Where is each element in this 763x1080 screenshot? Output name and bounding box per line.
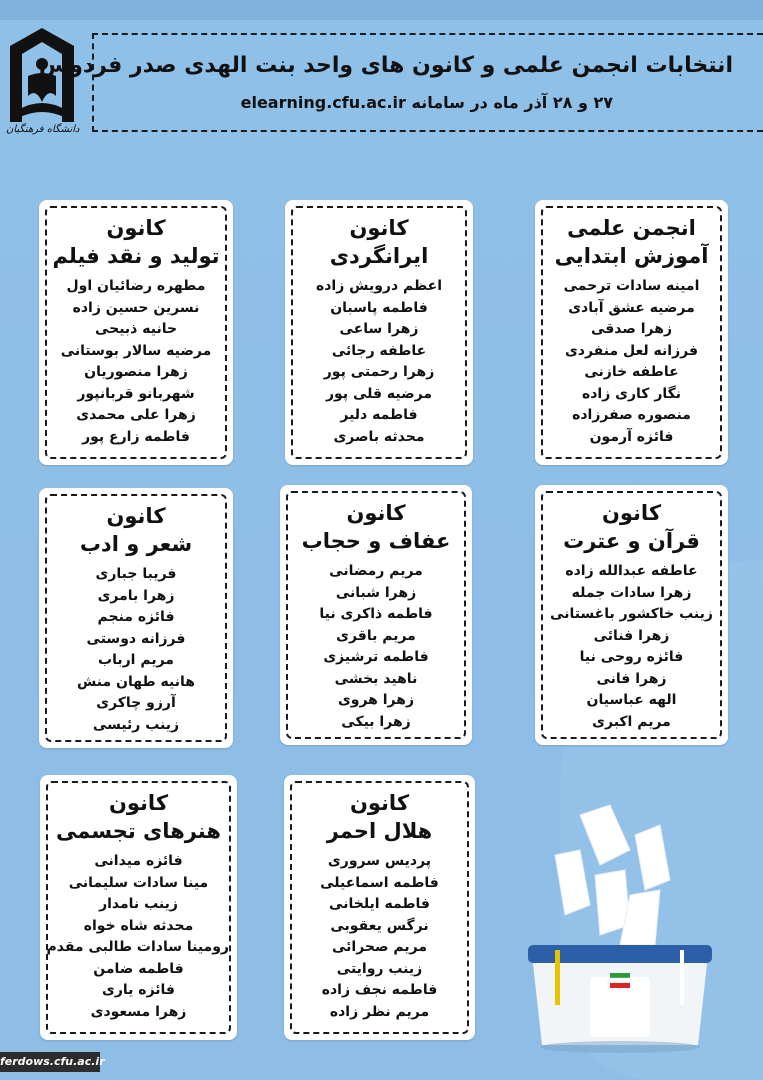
- ballot-box-icon: [520, 795, 720, 1065]
- candidate-name: زهرا سادات جمله: [571, 584, 692, 601]
- candidate-name: زهرا بیکی: [341, 713, 411, 730]
- card-dashed-frame: [45, 494, 227, 742]
- candidate-list: [47, 276, 225, 448]
- logo-caption: دانشگاه فرهنگیان: [6, 124, 80, 135]
- candidate-name: اعظم درویش زاده: [315, 278, 443, 294]
- candidate-name: نگار کاری زاده: [581, 385, 682, 402]
- candidate-list: [288, 561, 464, 733]
- candidate-name: فاطمه پاسبان: [330, 299, 428, 316]
- candidate-name: محدثه شاه خواه: [83, 917, 194, 934]
- candidate-name: زینب خاکشور باغستانی: [550, 606, 713, 622]
- candidate-list: [543, 561, 720, 733]
- candidate-name: مرضیه عشق آبادی: [568, 299, 695, 316]
- candidate-name: فاطمه اسماعیلی: [320, 874, 439, 891]
- candidate-list: [47, 564, 225, 736]
- card-dashed-frame: [541, 491, 722, 739]
- candidate-card: [280, 485, 472, 745]
- card-dashed-frame: [46, 781, 231, 1034]
- candidate-name: زهرا بامری: [97, 587, 175, 604]
- card-title-line2: هلال احمر: [326, 819, 433, 843]
- candidate-name: زهرا هروی: [337, 692, 415, 708]
- candidate-name: پردیس سروری: [327, 853, 432, 869]
- candidate-name: مریم رمضانی: [329, 563, 423, 579]
- candidate-name: رومینا سادات طالبی مقدم: [46, 939, 229, 955]
- candidate-name: فائزه منجم: [97, 609, 175, 625]
- card-title-line2: عفاف و حجاب: [301, 529, 451, 553]
- candidate-name: حانیه ذبیحی: [94, 321, 178, 337]
- card-title-line1: کانون: [346, 501, 406, 525]
- card-title-line1: کانون: [601, 501, 662, 525]
- candidate-name: فرزانه لعل منفردی: [564, 342, 699, 359]
- card-title-line1: کانون: [349, 791, 410, 815]
- page-title: انتخابات انجمن علمی و کانون های واحد بنت الهدی صدر فردوس: [38, 53, 733, 78]
- card-dashed-frame: [541, 206, 722, 459]
- candidate-name: الهه عباسیان: [586, 692, 677, 708]
- candidate-list: [48, 851, 229, 1023]
- card-title-line1: کانون: [108, 791, 169, 815]
- card-title-line1: کانون: [106, 216, 166, 240]
- candidate-name: فاطمه ایلخانی: [329, 896, 430, 912]
- top-strip: [0, 0, 763, 20]
- card-dashed-frame: [286, 491, 466, 739]
- candidate-name: زهرا فانی: [596, 670, 667, 687]
- candidate-name: مریم ارباب: [98, 652, 174, 668]
- candidate-name: مرضیه سالار بوستانی: [60, 342, 212, 359]
- candidate-name: فائزه یاری: [102, 982, 175, 998]
- card-dashed-frame: [45, 206, 227, 459]
- candidate-name: فاطمه ترشیزی: [323, 649, 429, 665]
- candidate-name: فاطمه ذاکری نیا: [319, 606, 433, 622]
- candidate-card: [40, 775, 237, 1040]
- candidate-name: محدثه باصری: [333, 428, 425, 445]
- candidate-name: هانیه طهان منش: [77, 673, 195, 690]
- candidate-name: مریم صحرائی: [331, 939, 428, 955]
- candidate-name: ناهید بخشی: [334, 670, 418, 687]
- candidate-name: فائزه میدانی: [94, 853, 183, 869]
- candidate-name: نسرین حسین زاده: [72, 299, 200, 316]
- candidate-name: فائزه آرمون: [589, 428, 674, 445]
- candidate-name: زهرا علی محمدی: [76, 407, 196, 423]
- candidate-name: مریم باقری: [336, 627, 416, 644]
- card-dashed-frame: [290, 781, 469, 1034]
- candidate-name: فرزانه دوستی: [86, 630, 186, 647]
- header-banner: [38, 33, 763, 132]
- card-dashed-frame: [291, 206, 467, 459]
- page-subtitle: ۲۷ و ۲۸ آذر ماه در سامانه elearning.cfu.ac.ir: [240, 93, 613, 112]
- card-title-line2: تولید و نقد فیلم: [52, 244, 220, 268]
- card-title-line2: قرآن و عترت: [563, 529, 700, 553]
- candidate-name: فاطمه نجف زاده: [321, 982, 438, 998]
- candidate-card: [39, 488, 233, 748]
- candidate-list: [292, 851, 467, 1023]
- candidate-card: [535, 485, 728, 745]
- candidate-list: [293, 276, 465, 448]
- candidate-name: نرگس یعقوبی: [330, 917, 429, 934]
- card-title-line1: انجمن علمی: [567, 216, 696, 240]
- candidate-name: مطهره رضائیان اول: [66, 278, 206, 294]
- candidate-name: زهرا منصوریان: [84, 364, 188, 380]
- candidate-name: زینب رئیسی: [92, 716, 180, 733]
- candidate-list: [543, 276, 720, 448]
- candidate-card: [39, 200, 233, 465]
- card-title-line1: کانون: [349, 216, 409, 240]
- website-watermark: ferdows.cfu.ac.ir: [0, 1052, 100, 1072]
- candidate-name: عاطفه خازنی: [584, 364, 679, 380]
- candidate-name: زهرا فنائی: [593, 627, 670, 644]
- candidate-name: فائزه روحی نیا: [579, 649, 684, 665]
- candidate-name: عاطفه رجائی: [331, 342, 427, 359]
- candidate-name: زهرا صدقی: [590, 321, 673, 337]
- candidate-name: مریم نظر زاده: [329, 1003, 430, 1020]
- candidate-name: فاطمه زارع پور: [82, 428, 190, 445]
- candidate-name: منصوره صفرزاده: [572, 407, 691, 423]
- candidate-name: شهربانو قربانپور: [77, 385, 195, 402]
- candidate-name: مریم اکبری: [592, 713, 671, 730]
- candidate-name: زهرا ساعی: [339, 321, 419, 337]
- candidate-card: [284, 775, 475, 1040]
- candidate-name: زهرا رحمتی پور: [323, 364, 435, 380]
- candidate-name: عاطفه عبدالله زاده: [565, 563, 698, 579]
- candidate-card: [285, 200, 473, 465]
- card-title-line2: شعر و ادب: [79, 532, 193, 556]
- card-title-line2: آموزش ابتدایی: [554, 244, 709, 268]
- candidate-name: زهرا مسعودی: [90, 1003, 187, 1020]
- candidate-name: امینه سادات ترحمی: [563, 278, 700, 294]
- candidate-name: فریبا جباری: [95, 566, 177, 582]
- candidate-name: فاطمه دلیر: [340, 407, 418, 423]
- candidate-name: فاطمه ضامن: [93, 960, 184, 977]
- candidate-card: [535, 200, 728, 465]
- card-title-line2: ایرانگردی: [329, 244, 429, 268]
- candidate-name: مینا سادات سلیمانی: [68, 874, 209, 891]
- candidate-name: زینب روایتی: [336, 960, 423, 977]
- candidate-name: آرزو چاکری: [96, 695, 176, 711]
- candidate-name: زهرا شبانی: [335, 584, 417, 601]
- candidate-name: مرضیه قلی پور: [326, 385, 432, 402]
- candidate-name: زینب نامدار: [99, 896, 178, 912]
- card-title-line1: کانون: [106, 504, 166, 528]
- card-title-line2: هنرهای تجسمی: [56, 819, 221, 843]
- university-logo-icon: [4, 26, 80, 140]
